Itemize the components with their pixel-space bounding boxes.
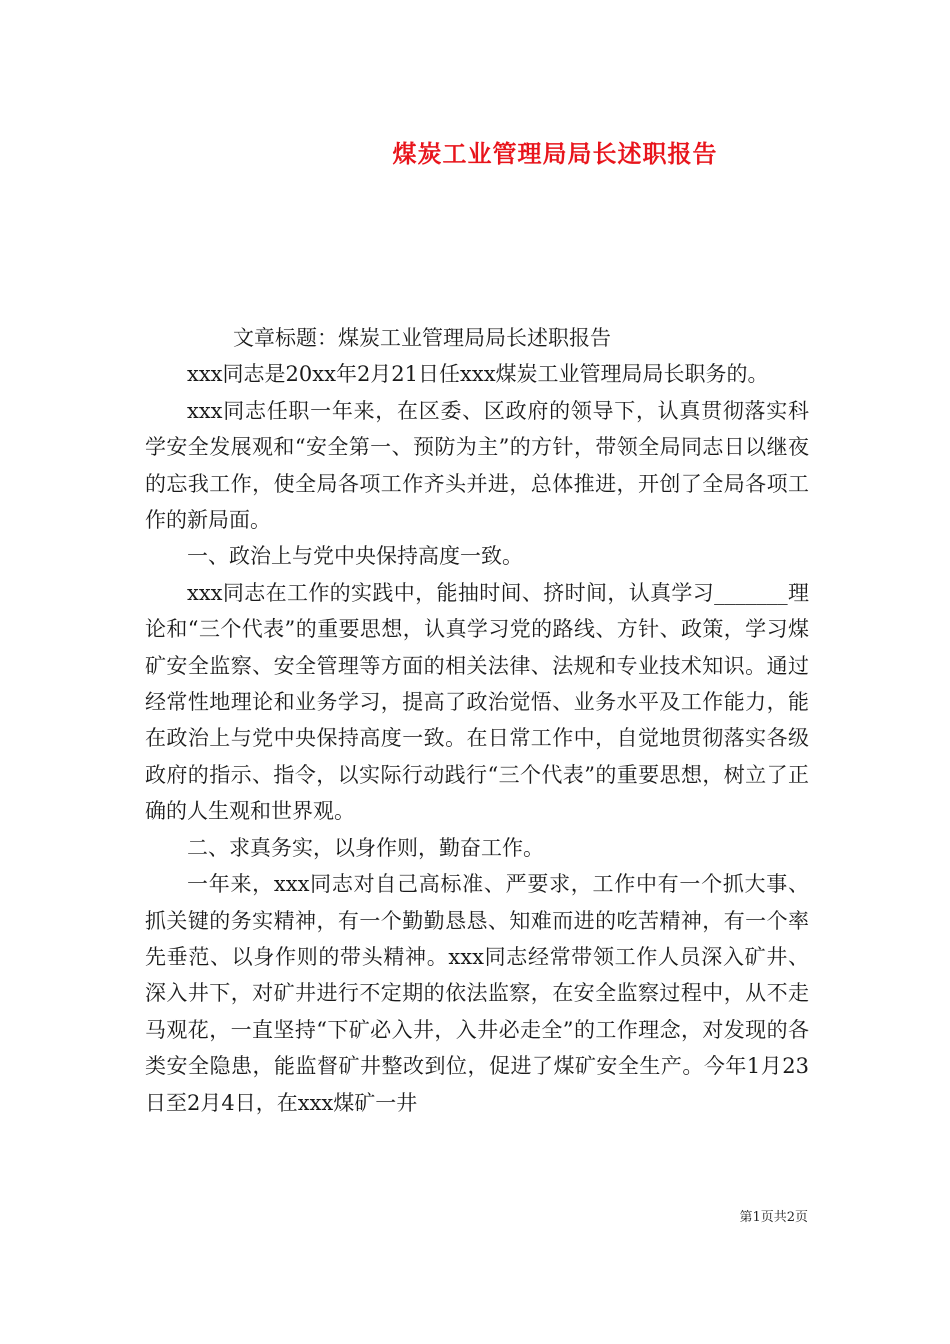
section-heading: 二、求真务实，以身作则，勤奋工作。 <box>187 835 544 860</box>
page-number: 第1页共2页 <box>739 1210 808 1225</box>
paragraph: 一年来，xxx同志对自己高标准、严要求，工作中有一个抓大事、抓关键的务实精神，有一个勤勤恳恳、知难而进的吃苦精神，有一个率先垂范、以身作则的带头精神。xxx同志经常带领工作人员深入矿井、深入井下，对矿井进行不定期的依法监察，在安全监察过程中，从不走马观花，一直坚持“下矿必入井，入井必走全”的工作理念，对发现的各类安全隐患，能监督矿井整改到位，促进了煤矿安全生产。今年1月23日至2月4日，在xxx煤矿一井 <box>145 872 809 1115</box>
paragraph: xxx同志任职一年来，在区委、区政府的领导下，认真贯彻落实科学安全发展观和“安全第一、预防为主”的方针，带领全局同志日以继夜的忘我工作，使全局各项工作齐头并进，总体推进，开创了全局各项工作的新局面。 <box>145 398 809 533</box>
document-title: 煤炭工业管理局局长述职报告 <box>392 140 718 168</box>
article-label: 文章标题：煤炭工业管理局局长述职报告 <box>233 326 611 350</box>
paragraph: xxx同志是20xx年2月21日任xxx煤炭工业管理局局长职务的。 <box>187 362 769 387</box>
document-body <box>145 320 809 1121</box>
section-heading: 一、政治上与党中央保持高度一致。 <box>187 544 523 569</box>
paragraph: xxx同志在工作的实践中，能抽时间、挤时间，认真学习_______理论和“三个代表”的重要思想，认真学习党的路线、方针、政策，学习煤矿安全监察、安全管理等方面的相关法律、法规和专业技术知识。通过经常性地理论和业务学习，提高了政治觉悟、业务水平及工作能力，能在政治上与党中央保持高度一致。在日常工作中，自觉地贯彻落实各级政府的指示、指令，以实际行动践行“三个代表”的重要思想，树立了正确的人生观和世界观。 <box>145 580 809 824</box>
